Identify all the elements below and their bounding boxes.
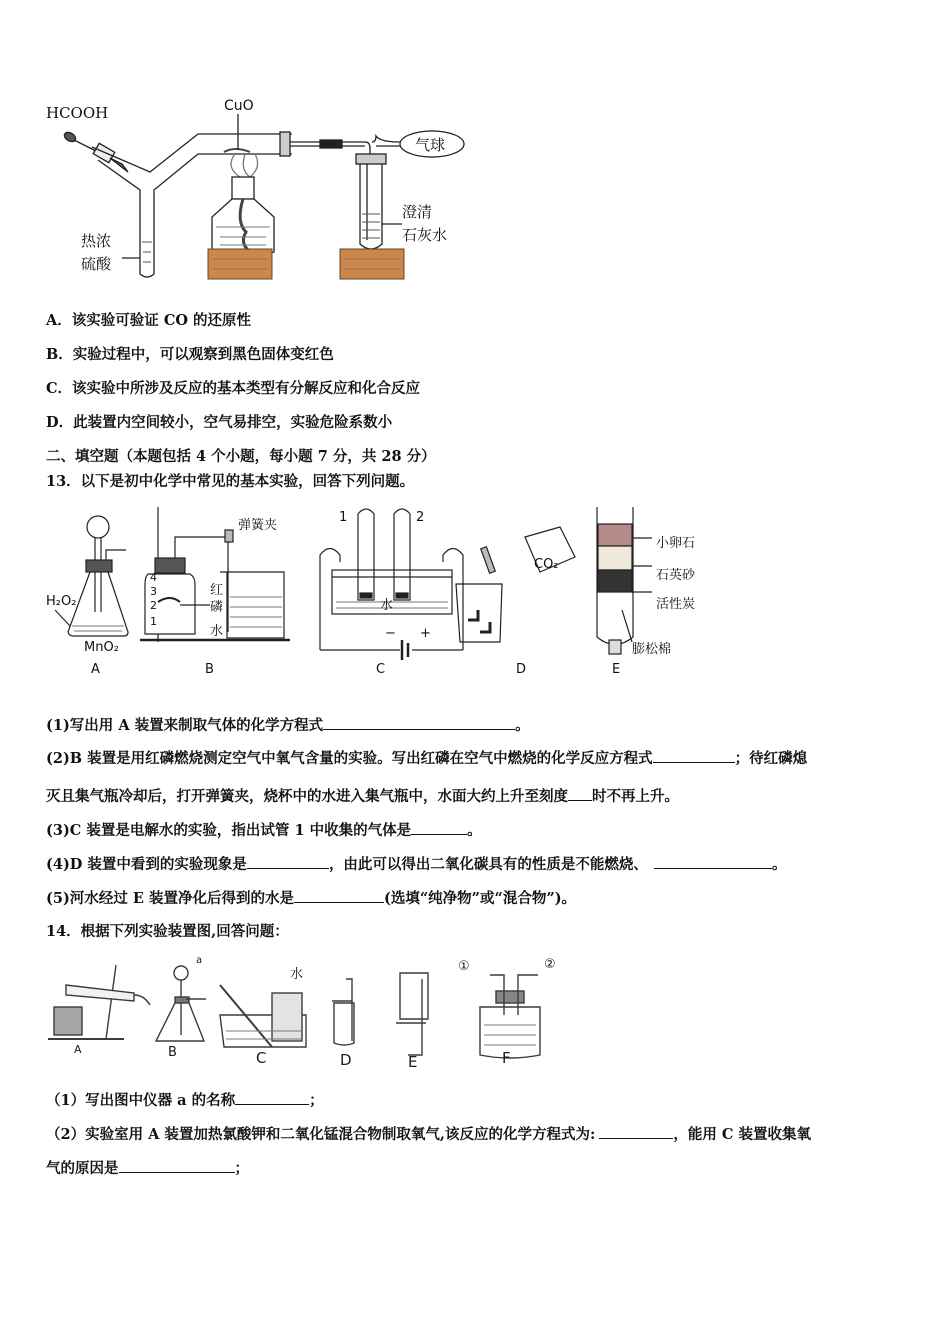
answer-blank[interactable]	[653, 748, 735, 763]
section-heading: 二、填空题（本题包括 4 个小题，每小题 7 分，共 28 分）	[46, 448, 436, 465]
q13-fig-c-label: C	[376, 662, 386, 677]
q13-fig-b-scale-2: 2	[150, 599, 157, 612]
q13-fig-e-layer-cotton: 膨松棉	[632, 642, 672, 657]
q13-fig-c-tube2: 2	[416, 510, 425, 525]
q13-fig-e-layer-pebbles: 小卵石	[656, 536, 696, 551]
q13-fig-c-water: 水	[380, 598, 394, 613]
q13-fig-a-label: A	[91, 662, 100, 677]
limewater-label-1: 澄清	[402, 203, 433, 221]
q13-fig-d-co2: CO₂	[534, 557, 559, 572]
q14-fig-label-b: B	[168, 1045, 177, 1060]
balloon-label: 气球	[415, 136, 446, 154]
option-c: C．该实验中所涉及反应的基本类型有分解反应和化合反应	[46, 380, 421, 397]
q13-fig-c-tube1: 1	[339, 510, 348, 525]
q13-fig-c-plus: +	[420, 626, 431, 641]
q13-fig-b-label: B	[205, 662, 214, 677]
q13-fig-d-label: D	[516, 662, 527, 677]
hcooh-label: HCOOH	[46, 104, 109, 122]
q14-apparatus-diagram	[44, 955, 569, 1073]
q13-part-5: (5)河水经过 E 装置净化后得到的水是 (选填“纯净物”或“混合物”)。	[46, 890, 577, 907]
figure-co-reduction-apparatus	[40, 92, 490, 288]
q13-part-3: (3)C 装置是电解水的实验，指出试管 1 中收集的气体是 。	[46, 822, 482, 839]
q14-part-1: （1）写出图中仪器 a 的名称 ；	[46, 1092, 324, 1109]
acid-label-1: 热浓	[81, 232, 112, 250]
limewater-label-2: 石灰水	[402, 226, 448, 244]
q13-part-4: (4)D 装置中看到的实验现象是 ，由此可以得出二氧化碳具有的性质是不能燃烧、 。	[46, 856, 787, 873]
q14-stem: 14．根据下列实验装置图,回答问题：	[46, 923, 289, 940]
q14-part-2-line-2: 气的原因是 ；	[46, 1160, 249, 1177]
q13-part-1: (1)写出用 A 装置来制取气体的化学方程式 。	[46, 717, 530, 734]
answer-blank[interactable]	[247, 854, 329, 869]
acid-label-2: 硫酸	[81, 255, 112, 273]
option-d: D．此装置内空间较小，空气易排空，实验危险系数小	[46, 414, 393, 431]
q13-fig-a-mno2: MnO₂	[84, 640, 119, 655]
q13-fig-e-label: E	[612, 662, 621, 677]
q13-part-2-line-1: (2)B 装置是用红磷燃烧测定空气中氧气含量的实验。写出红磷在空气中燃烧的化学反应方程式 ；待红磷熄	[46, 750, 808, 767]
answer-blank[interactable]	[294, 888, 384, 903]
q13-fig-b-phosphorus: 红磷	[210, 583, 224, 615]
q13-fig-b-water: 水	[210, 624, 224, 639]
q13-fig-b-scale-3: 3	[150, 585, 157, 598]
q13-fig-a-h2o2: H₂O₂	[46, 594, 77, 609]
q14-fig-port-1: ①	[458, 959, 470, 974]
q13-fig-e-layer-carbon: 活性炭	[656, 597, 696, 612]
cuo-label: CuO	[224, 98, 254, 114]
q14-fig-label-d: D	[340, 1051, 352, 1069]
q14-fig-label-c: C	[256, 1049, 267, 1067]
q13-part-2-line-2: 灭且集气瓶冷却后，打开弹簧夹，烧杯中的水进入集气瓶中，水面大约上升至刻度 时不再上升。	[46, 788, 679, 805]
q14-fig-label-a: A	[74, 1043, 82, 1056]
q13-apparatus-diagram	[40, 502, 710, 682]
q13-figure	[40, 502, 710, 682]
q14-part-2-line-1: （2）实验室用 A 装置加热氯酸钾和二氧化锰混合物制取氧气,该反应的化学方程式为: ，能用 C 装置收集氧	[46, 1126, 811, 1143]
q14-fig-port-2: ②	[544, 957, 556, 972]
q13-fig-e-layer-sand: 石英砂	[656, 568, 696, 583]
q14-fig-label-e: E	[408, 1053, 418, 1071]
answer-blank[interactable]	[599, 1124, 673, 1139]
option-b: B．实验过程中，可以观察到黑色固体变红色	[46, 346, 334, 363]
q14-fig-water: 水	[290, 967, 304, 982]
answer-blank[interactable]	[119, 1158, 235, 1173]
answer-blank[interactable]	[568, 786, 592, 801]
answer-blank[interactable]	[235, 1090, 309, 1105]
q13-fig-b-scale-1: 1	[150, 615, 157, 628]
q14-figure	[44, 955, 569, 1073]
answer-blank[interactable]	[411, 820, 467, 835]
answer-blank[interactable]	[323, 715, 515, 730]
q13-fig-c-minus: −	[385, 626, 396, 641]
option-a: A．该实验可验证 CO 的还原性	[46, 312, 252, 329]
q14-fig-label-f: F	[502, 1049, 511, 1067]
answer-blank[interactable]	[654, 854, 772, 869]
q13-fig-b-clip: 弹簧夹	[238, 518, 278, 533]
q14-fig-a-mark: a	[196, 955, 203, 966]
q13-fig-b-scale-4: 4	[150, 571, 157, 584]
q13-stem: 13．以下是初中化学中常见的基本实验，回答下列问题。	[46, 473, 415, 490]
